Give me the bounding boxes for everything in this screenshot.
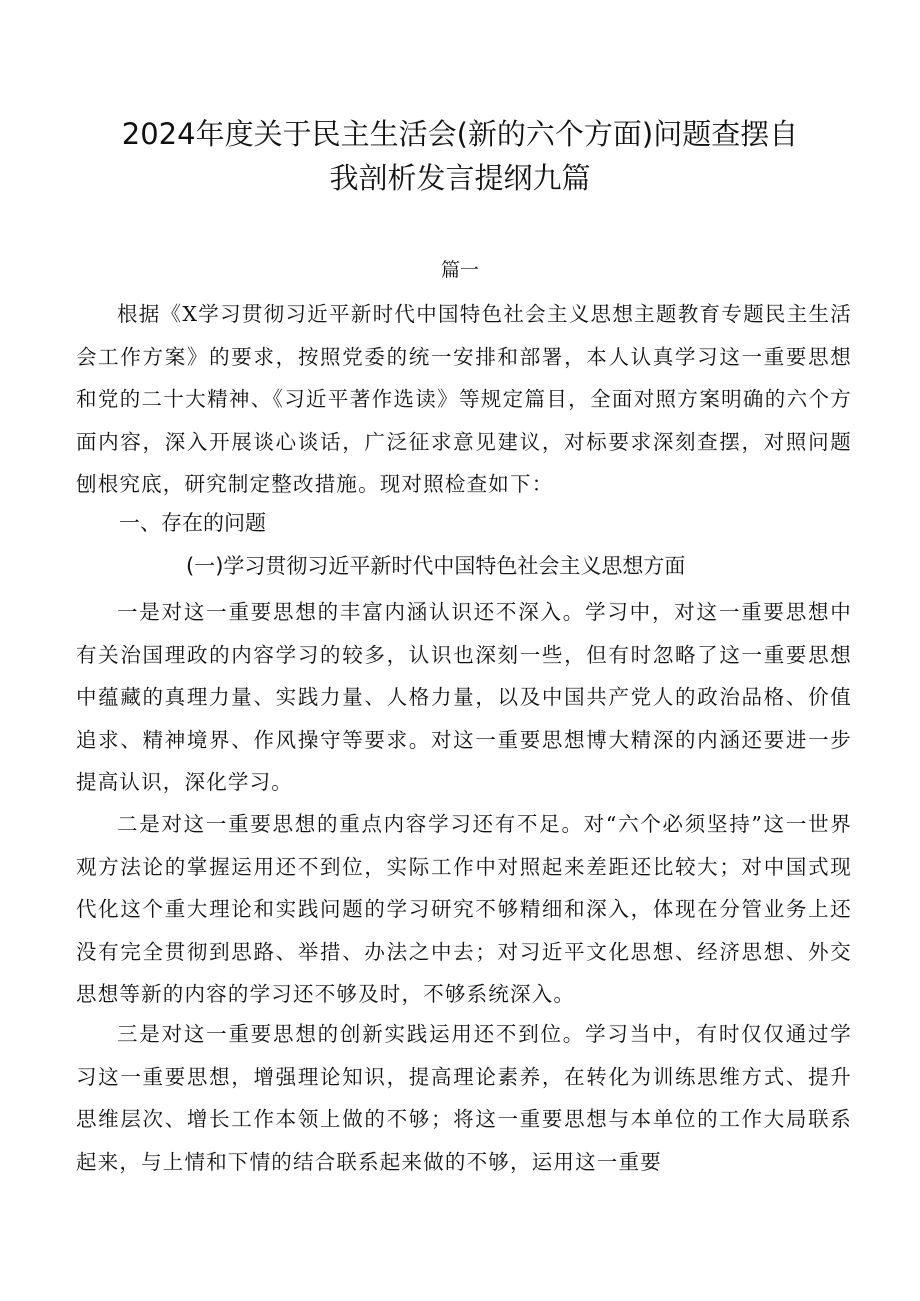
body-paragraph-2: 二是对这一重要思想的重点内容学习还有不足。对“六个必须坚持”这一世界观方法论的掌握运用还不到位，实际工作中对照起来差距还比较大；对中国式现代化这个重大理论和实践问题的学习研究不够精细和深入，体现在分管业务上还没有完全贯彻到思路、举措、办法之中去；对习近平文化思想、经济思想、外交思想等新的内容的学习还不够及时，不够系统深入。	[76, 812, 852, 1006]
intro-paragraph: 根据《X学习贯彻习近平新时代中国特色社会主义思想主题教育专题民主生活会工作方案》的要求，按照党委的统一安排和部署，本人认真学习这一重要思想和党的二十大精神、《习近平著作选读》等规定篇目，全面对照方案明确的六个方面内容，深入开展谈心谈话，广泛征求意见建议，对标要求深刻查摆，对照问题刨根究底，研究制定整改措施。现对照检查如下：	[76, 302, 852, 496]
document-title-line-2: 我剖析发言提纲九篇	[329, 161, 591, 195]
heading-level-1: 一、存在的问题	[119, 511, 266, 535]
document-title-line-1: 2024年度关于民主生活会(新的六个方面)问题查摆自	[121, 117, 799, 151]
body-paragraph-1: 一是对这一重要思想的丰富内涵认识还不深入。学习中，对这一重要思想中有关治国理政的内容学习的较多，认识也深刻一些，但有时忽略了这一重要思想中蕴藏的真理力量、实践力量、人格力量，以及中国共产党人的政治品格、价值追求、精神境界、作风操守等要求。对这一重要思想博大精深的内涵还要进一步提高认识，深化学习。	[76, 600, 852, 794]
section-label: 篇一	[440, 259, 479, 281]
heading-level-2: (一)学习贯彻习近平新时代中国特色社会主义思想方面	[186, 554, 686, 578]
body-paragraph-3: 三是对这一重要思想的创新实践运用还不到位。学习当中，有时仅仅通过学习这一重要思想，增强理论知识，提高理论素养，在转化为训练思维方式、提升思维层次、增长工作本领上做的不够；将这一重要思想与本单位的工作大局联系起来，与上情和下情的结合联系起来做的不够，运用这一重要	[76, 1022, 852, 1174]
